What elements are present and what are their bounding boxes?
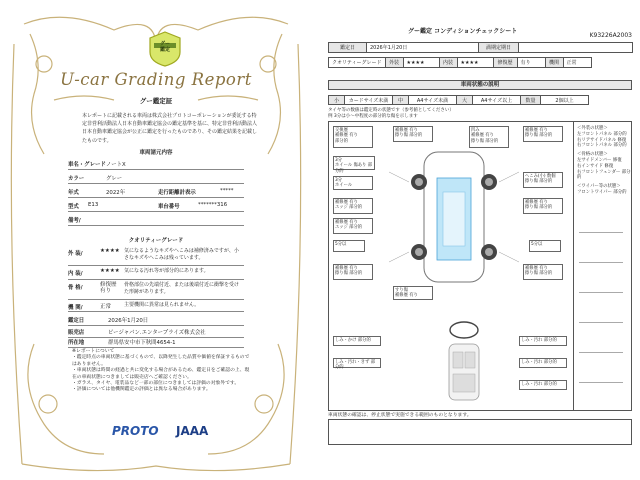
proto-logo: PROTO <box>112 424 159 438</box>
damage-label: 補修歴 有り 擦り傷 部分的 <box>523 198 563 214</box>
damage-label: 補修歴 有り 擦り傷 部分的 <box>523 264 563 280</box>
size-cell: 中 <box>393 96 409 105</box>
grade-stars: 修復歴 有り <box>100 282 117 294</box>
ext-value: ★★★★ <box>403 58 439 68</box>
note-line: ・鑑定時点の車両状態に基づくもので、以降発生した品質や価値を保証するものではありません。 <box>72 355 250 367</box>
grade-desc: 主要機関に異常は見られません。 <box>124 302 200 308</box>
expiry-value <box>519 43 633 53</box>
footer-box <box>328 419 632 445</box>
badge-text: グー 鑑定 <box>159 41 170 53</box>
note-line: 左フロントパネル 部分的 <box>577 131 627 137</box>
grade-desc: 気になる汚れ等が部分的にあります。 <box>124 268 209 274</box>
vehicle-model-value: E13 <box>88 202 99 208</box>
note-line: ＜外装の状態＞ <box>577 126 608 131</box>
damage-label: しみ・汚れ 部分的 <box>519 336 567 346</box>
quality-section-title: クオリティーグレード <box>128 238 184 244</box>
vehicle-color-value: グレー <box>106 176 123 182</box>
vehicle-diagram <box>328 121 632 411</box>
footer-note: 車両状態の確認は、停止状態で実施できる範囲のものとなります。 <box>328 413 472 418</box>
size-cell: 小 <box>329 96 345 105</box>
size-cell: カードサイズ未満 <box>345 96 393 105</box>
date-value: 2026年1月20日 <box>367 43 479 53</box>
certificate-subtitle: グー鑑定証 <box>139 97 173 105</box>
vehicle-year-row <box>68 186 244 198</box>
damage-label: しみ・汚れ・きず 部分的 <box>333 358 381 368</box>
panel-title: 車両状態の説明 <box>328 80 632 90</box>
vehicle-year-label: 年式 <box>68 190 79 196</box>
damage-label: 補修歴 有り エッジ 部分的 <box>333 218 373 234</box>
grade-desc: 骨格部位の先端付近、または後端付近に衝撃を受けた形跡があります。 <box>124 282 240 295</box>
inspect-date-label: 鑑定日 <box>68 318 85 324</box>
damage-label: 3分 ホイール 傷あり 部分的 <box>333 156 375 170</box>
int-value: ★★★★ <box>457 58 493 68</box>
note-line: 右フロントフェンダー 部分的 <box>577 169 631 181</box>
size-cell: A4サイズ未満 <box>409 96 457 105</box>
damage-label: 補修歴 有り エッジ 部分的 <box>333 198 373 214</box>
damage-label: 補修歴 有り 擦り傷 部分的 <box>523 126 563 142</box>
grade-row-engine <box>68 300 244 312</box>
vehicle-model-row <box>68 200 244 212</box>
report-title: U-car Grading Report <box>60 70 252 89</box>
jaaa-logo: JAAA <box>176 424 209 438</box>
note-rule <box>579 352 623 353</box>
note-line: ＜骨格の状態＞ <box>577 152 608 158</box>
expiry-label: 満期定期日 <box>479 43 519 53</box>
size-cell: 2個以上 <box>541 96 589 105</box>
size-legend-table <box>328 95 589 105</box>
damage-label: 補修歴 有り 擦り傷 部分的 <box>393 126 433 142</box>
grade-label: 外 装/ <box>68 251 83 257</box>
certificate-notes <box>72 349 250 394</box>
sheet-code: K93226A2003 <box>589 32 632 39</box>
size-cell: 大 <box>457 96 473 105</box>
grade-label: 骨 格/ <box>68 285 83 291</box>
int-label: 内装 <box>439 58 457 68</box>
note-rule <box>579 262 623 263</box>
legend-note <box>328 108 454 120</box>
certificate-intro: 本レポートに記載される車両は株式会社プロトコーポレーションが委託する特定非営利活動法人日本自動車鑑定協会の鑑定基準を基に、特定非営利活動法人日本自動車鑑定協会が公正に鑑定を行ったものであり、その鑑定結果を記載したものです。 <box>82 113 258 144</box>
legend-note-line: タイヤ等の数値は鑑定時の状態です（参考値としてください） <box>328 108 454 113</box>
address-value: 群馬県安中市下秋間4654-1 <box>108 340 176 346</box>
damage-label: しみ・汚れ 部分的 <box>519 358 567 368</box>
grade-row-interior <box>68 266 244 280</box>
vehicle-model-label: 型式 <box>68 204 79 210</box>
condition-notes <box>577 126 631 196</box>
vehicle-color-row <box>68 172 244 184</box>
address-label: 所在地 <box>68 340 85 346</box>
grade-row-exterior <box>68 246 244 266</box>
sheet-title: グー鑑定 コンディションチェックシート <box>408 28 518 35</box>
note-line: 右インサイド 修復 <box>577 163 614 169</box>
damage-label: 5分以 <box>333 240 365 252</box>
inspect-date-value: 2026年1月20日 <box>108 318 149 324</box>
note-line: ＜ワイパー等の状態＞ <box>577 184 621 190</box>
engine-value: 正常 <box>563 58 591 68</box>
damage-label: 凹み 補修歴 有り 擦り傷 部分的 <box>469 126 509 148</box>
sheet-header-table <box>328 42 633 53</box>
damage-label: 交換歴 補修歴 有り 部分的 <box>333 126 373 148</box>
chassis-label: 車台番号 <box>158 204 180 210</box>
damage-label: 5分以 <box>529 240 561 252</box>
quality-grade-table <box>328 57 592 68</box>
note-line: ・ガラス、タイヤ、電装品など一部の部位につきましては評価の対象外です。 <box>72 381 240 387</box>
vehicle-year-value: 2022年 <box>106 190 126 196</box>
car-interior-view-icon <box>429 318 499 408</box>
vehicle-remarks-row <box>68 214 244 226</box>
frame-value: 有り <box>517 58 545 68</box>
damage-label: 3分 ホイール <box>333 176 373 190</box>
size-cell: 数量 <box>521 96 541 105</box>
note-line: ※レポートについて <box>72 349 115 354</box>
vehicle-name-row <box>68 158 244 170</box>
engine-label: 機関 <box>545 58 563 68</box>
vehicle-section-title: 車両諸元内容 <box>139 150 173 156</box>
note-line: ・評価については他機関鑑定の評価とは異なる場合があります。 <box>72 387 211 393</box>
condition-check-sheet <box>318 0 640 480</box>
damage-label: 補修歴 有り 擦り傷 部分的 <box>333 264 373 280</box>
vehicle-color-label: カラー <box>68 176 85 182</box>
size-cell: A4サイズ以上 <box>473 96 521 105</box>
note-rule <box>579 292 623 293</box>
note-rule <box>579 322 623 323</box>
remarks-label: 備考/ <box>68 218 81 224</box>
note-rule <box>579 382 623 383</box>
note-rule <box>579 232 623 233</box>
date-label: 鑑定日 <box>329 43 367 53</box>
note-line: 右フロントパネル 部分的 <box>577 143 627 149</box>
grade-stars: ★★★★ <box>100 268 120 274</box>
note-line: 左サイドメンバー 修復 <box>577 157 622 163</box>
car-top-view-icon <box>399 142 509 292</box>
ext-label: 外装 <box>385 58 403 68</box>
frame-label: 修復歴 <box>493 58 517 68</box>
mileage-value: ***** <box>220 188 234 194</box>
note-line: ・車両状態は時間の経過と共に変化する場合があるため、鑑定日をご確認の上、現在の車両状態につきましては販売店へご確認ください。 <box>72 368 250 380</box>
legend-note-line: 例 3分は小～中程度の部分的な傷を示します <box>328 114 418 119</box>
grade-label: 機 関/ <box>68 305 83 311</box>
damage-label: しみ・汚れ 部分的 <box>519 380 567 390</box>
vehicle-name-label: 車名・グレード <box>68 162 106 168</box>
damage-label: へこみ(小) 数個 擦り傷 部分的 <box>523 172 563 188</box>
damage-label: しみ・かけ 部分的 <box>333 336 381 346</box>
vehicle-name-value: ノートX <box>106 162 126 168</box>
dealer-label: 販売店 <box>68 330 85 336</box>
qg-label: クオリティーグレード <box>329 58 386 68</box>
chassis-value: *******316 <box>198 202 228 208</box>
grade-stars: 正常 <box>100 304 112 310</box>
mileage-label: 走行距離計表示 <box>158 190 196 196</box>
grade-stars: ★★★★ <box>100 248 120 254</box>
grade-desc: 気になるようなキズやへこみは補修済みですが、小さなキズやへこみは残っています。 <box>124 248 239 261</box>
grade-row-frame <box>68 280 244 300</box>
divider <box>573 122 574 410</box>
grading-certificate <box>0 0 312 480</box>
note-line: フロントワイパー 部分的 <box>577 189 627 195</box>
address-row <box>68 336 244 348</box>
note-line: 右リアサイドパネル 修復 <box>577 137 627 143</box>
grade-label: 内 装/ <box>68 271 83 277</box>
dealer-value: ビージャパン.エンタープライズ株式会社 <box>108 330 206 336</box>
inspect-date-row <box>68 314 244 326</box>
damage-label: すり傷 補修歴 有り <box>393 286 433 300</box>
